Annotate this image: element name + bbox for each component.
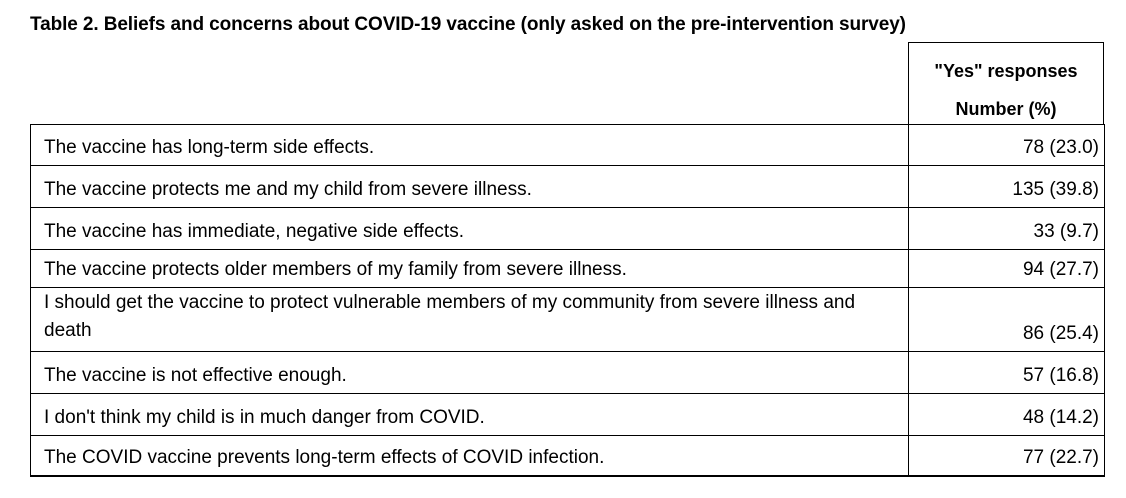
row-value: 86 (25.4) <box>1022 323 1099 344</box>
column-header-line2: Number (%) <box>955 99 1057 119</box>
table-body <box>30 124 1105 477</box>
row-label: The vaccine has long-term side effects. <box>31 125 909 165</box>
row-value: 48 (14.2) <box>1022 407 1099 428</box>
row-label: The vaccine protects older members of my family from severe illness. <box>31 250 909 287</box>
table-row <box>31 250 1104 288</box>
column-header <box>908 42 1104 124</box>
table-title: Table 2. Beliefs and concerns about COVID-19 vaccine (only asked on the pre-intervention survey) <box>30 14 906 35</box>
column-header-line1: "Yes" responses <box>934 61 1078 81</box>
row-value: 78 (23.0) <box>1022 137 1099 158</box>
row-value: 135 (39.8) <box>1012 179 1099 200</box>
row-label: The vaccine is not effective enough. <box>31 352 909 393</box>
table-row <box>31 166 1104 208</box>
row-label: I don't think my child is in much danger from COVID. <box>31 394 909 435</box>
table-row <box>31 288 1104 352</box>
table-row <box>31 208 1104 250</box>
row-value: 33 (9.7) <box>1033 221 1099 242</box>
row-label: The COVID vaccine prevents long-term effects of COVID infection. <box>31 436 909 475</box>
row-label: The vaccine protects me and my child from severe illness. <box>31 166 909 207</box>
row-value: 94 (27.7) <box>1022 259 1099 280</box>
table-row <box>31 436 1104 477</box>
row-value: 77 (22.7) <box>1022 447 1099 468</box>
table-row <box>31 352 1104 394</box>
row-value: 57 (16.8) <box>1022 365 1099 386</box>
row-label: The vaccine has immediate, negative side effects. <box>31 208 909 249</box>
row-label: I should get the vaccine to protect vulnerable members of my community from severe illness and death <box>31 288 909 351</box>
table-row <box>31 394 1104 436</box>
table-row <box>31 125 1104 166</box>
